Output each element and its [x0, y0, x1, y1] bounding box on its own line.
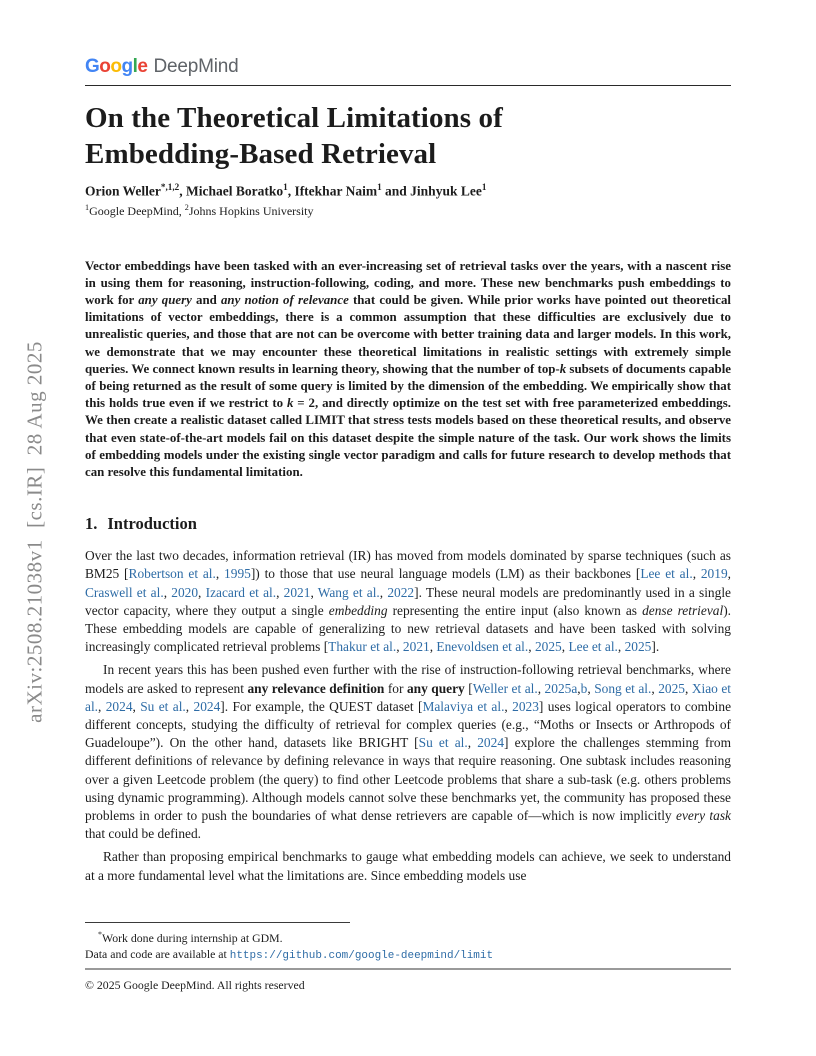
- citation-link[interactable]: 2024: [477, 735, 505, 751]
- citation-link[interactable]: Craswell et al.: [85, 584, 164, 600]
- italic-text: k: [286, 396, 294, 411]
- text-segment: ]. These neural models are predominantly used in a single vector capacity, where they output a single: [85, 584, 731, 618]
- text-segment: o: [99, 56, 111, 77]
- paper-title: [85, 100, 731, 172]
- text-segment: that could be given. While prior works have pointed out theoretical limitations of vector embeddings, there is a common assumption that these difficulties are exclusively due to unrealistic queries, and those that are not can be overcome with better training data and larger models. In this work, we demonstrate that we may encounter these theoretical limitations in realistic settings with extremely simple queries. We connect known results in learning theory, showing that the number of top-: [85, 292, 731, 376]
- text-segment: Vector embeddings have been tasked with an ever-increasing set of retrieval tasks over the years, with a nascent rise in using them for reasoning, instruction-following, coding, and more. These new benchmarks push embeddings to work for: [85, 258, 731, 307]
- italic-text: any notion of relevance: [220, 292, 349, 307]
- text-segment: ,: [467, 735, 478, 751]
- text-segment: Over the last two decades, information retrieval (IR) has moved from models dominated by sparse techniques (such as BM25 [: [85, 548, 731, 582]
- superscript: 1: [377, 182, 382, 192]
- google-logo-text: [85, 56, 147, 78]
- citation-link[interactable]: 2025: [624, 639, 652, 655]
- citation-link[interactable]: 2025: [534, 639, 562, 655]
- citation-link[interactable]: Song et al.: [594, 680, 652, 696]
- text-segment: Rather than proposing empirical benchmarks to gauge what embedding models can achieve, we seek to understand at a more fundamental level what the limitations are. Since embedding models use: [85, 849, 731, 883]
- citation-link[interactable]: Xiao et al.: [85, 680, 732, 714]
- text-segment: ,: [310, 584, 318, 600]
- citation-link[interactable]: Su et al.: [418, 735, 468, 751]
- paragraph: [85, 848, 731, 884]
- paragraph: [85, 547, 731, 656]
- bold-text: any query: [406, 680, 465, 696]
- footnote-divider: [85, 922, 350, 923]
- text-segment: ] uses logical operators to combine different concepts, studying the difficulty of retrieval for complex queries (e.g., “Moths or Insects or Arthropods of Guadeloupe”). On the other hand, datasets like BRIGHT [: [85, 698, 732, 751]
- citation-link[interactable]: 2022: [387, 584, 415, 600]
- text-segment: ,: [692, 566, 701, 582]
- superscript: 2: [184, 202, 189, 212]
- text-segment: ,: [379, 584, 388, 600]
- text-segment: ,: [215, 566, 225, 582]
- paper-content: [85, 0, 732, 992]
- text-segment: and Jinhyuk Lee: [381, 183, 482, 199]
- text-segment: ,: [185, 698, 194, 714]
- citation-link[interactable]: 2020: [171, 584, 199, 600]
- italic-text: any query: [138, 292, 192, 307]
- text-segment: ] explore the challenges stemming from different definitions of relevance by defining relevance in ways that require reasoning. One subtask includes reasoning over a given Leetcode problem (the query) to find other Leetcode problems that share a sub-task (e.g. others problems using dynamic programming). Although models cannot solve these benchmarks yet, the community has proposed these problems in order to push the boundaries of what dense retrievers are capable of—which is now implicitly: [85, 735, 732, 823]
- text-segment: Johns Hopkins University: [188, 203, 314, 218]
- text-segment: ].: [651, 639, 660, 655]
- text-segment: ,: [276, 584, 284, 600]
- author-list: [85, 182, 731, 200]
- citation-link[interactable]: Enevoldsen et al.: [436, 639, 529, 655]
- text-segment: In recent years this has been pushed even further with the rise of instruction-following retrieval benchmarks, where models are asked to represent: [85, 662, 731, 696]
- text-segment: [: [464, 680, 473, 696]
- text-segment: ,: [617, 639, 625, 655]
- text-segment: , Michael Boratko: [179, 183, 284, 199]
- footnote-code-availability: [85, 946, 731, 964]
- text-segment: ,: [504, 698, 513, 714]
- text-segment: ,: [577, 680, 581, 696]
- superscript: *,1,2: [160, 182, 180, 192]
- italic-text: every task: [676, 807, 731, 823]
- text-segment: ,: [587, 680, 595, 696]
- text-segment: for: [384, 680, 407, 696]
- bold-text: any relevance definition: [247, 680, 385, 696]
- abstract: [85, 258, 731, 482]
- text-segment: subsets of documents capable of being returned as the result of some query is limited by the dimension of the embedding. We empirically show that this holds true even if we restrict to: [85, 361, 731, 411]
- header-divider: [85, 85, 731, 86]
- text-segment: , Iftekhar Naim: [287, 183, 378, 199]
- citation-link[interactable]: 2024: [193, 698, 221, 714]
- text-segment: Work done during internship at GDM.: [102, 930, 283, 945]
- text-segment: and: [191, 292, 221, 307]
- text-segment: Orion Weller: [85, 183, 161, 199]
- text-segment: ,: [727, 566, 731, 582]
- text-segment: l: [132, 56, 138, 77]
- paper-title-line1: On the Theoretical Limitations of: [85, 102, 503, 134]
- citation-link[interactable]: Thakur et al.: [328, 639, 397, 655]
- citation-link[interactable]: Lee et al.: [568, 639, 618, 655]
- text-segment: ,: [651, 680, 659, 696]
- citation-link[interactable]: 2024: [105, 698, 133, 714]
- text-segment: ]) to those that use neural language models (LM) as their backbones [: [250, 566, 641, 582]
- superscript: *: [98, 930, 103, 939]
- citation-link[interactable]: b: [580, 680, 588, 696]
- url-link[interactable]: https://github.com/google-deepmind/limit: [229, 949, 494, 962]
- citation-link[interactable]: 2021: [283, 584, 311, 600]
- citation-link[interactable]: 2025a: [544, 680, 578, 696]
- text-segment: representing the entire input (also known as: [387, 602, 643, 618]
- citation-link[interactable]: 2021: [402, 639, 430, 655]
- superscript: 1: [481, 182, 487, 192]
- section-title: Introduction: [107, 514, 197, 534]
- copyright-notice: © 2025 Google DeepMind. All rights reserved: [85, 978, 305, 992]
- text-segment: g: [121, 56, 133, 77]
- text-segment: ,: [98, 698, 106, 714]
- text-segment: o: [110, 56, 122, 77]
- citation-link[interactable]: Izacard et al.: [205, 584, 277, 600]
- text-segment: ,: [429, 639, 437, 655]
- arxiv-identifier-stamp: arXiv:2508.21038v1 [cs.IR] 28 Aug 2025: [22, 341, 47, 723]
- citation-link[interactable]: Malaviya et al.: [422, 698, 505, 714]
- text-segment: ,: [198, 584, 206, 600]
- citation-link[interactable]: 1995: [224, 566, 251, 582]
- citation-link[interactable]: 2025: [658, 680, 685, 696]
- italic-text: k: [559, 361, 567, 376]
- superscript: 1: [85, 202, 90, 212]
- citation-link[interactable]: Wang et al.: [317, 584, 380, 600]
- footnote-block: [85, 922, 731, 964]
- section-heading-introduction: [85, 514, 731, 534]
- text-segment: ]. For example, the QUEST dataset [: [220, 698, 423, 714]
- citation-link[interactable]: Weller et al.: [472, 680, 538, 696]
- text-segment: ,: [163, 584, 172, 600]
- citation-link[interactable]: 2019: [700, 566, 728, 582]
- citation-link[interactable]: Lee et al.: [640, 566, 693, 582]
- text-segment: ,: [561, 639, 569, 655]
- superscript: 1: [283, 182, 288, 192]
- text-segment: that could be defined.: [85, 826, 202, 842]
- text-segment: G: [85, 56, 100, 77]
- footnote-internship: [85, 927, 731, 946]
- paper-title-line2: Embedding-Based Retrieval: [85, 138, 437, 170]
- text-segment: Data and code are available at: [85, 946, 230, 961]
- text-segment: ,: [685, 680, 692, 696]
- text-segment: ). These embedding models are capable of generalizing to new retrieval datasets and have been tasked with solving increasingly complicated retrieval problems [: [85, 602, 732, 655]
- paragraph: [85, 661, 731, 843]
- deepmind-logo-text: DeepMind: [153, 56, 239, 77]
- text-segment: ,: [396, 639, 403, 655]
- footer-divider: [85, 968, 731, 970]
- text-segment: = 2, and directly optimize on the test set with free parameterized embeddings. We then create a realistic dataset called LIMIT that stress tests models based on these theoretical results, and observe that even state-of-the-art models fail on this dataset despite the simple nature of the task. Our work shows the limits of embedding models under the existing single vector paradigm and calls for future research to develop methods that can resolve this fundamental limitation.: [85, 396, 731, 479]
- affiliations: [85, 203, 731, 219]
- text-segment: ,: [528, 639, 535, 655]
- text-segment: e: [137, 56, 148, 77]
- citation-link[interactable]: Su et al.: [140, 698, 186, 714]
- citation-link[interactable]: 2023: [512, 698, 539, 714]
- italic-text: embedding: [328, 602, 388, 618]
- section-number: 1.: [85, 514, 98, 534]
- page-footer: [85, 968, 731, 993]
- text-segment: ,: [537, 680, 545, 696]
- text-segment: ,: [132, 698, 141, 714]
- italic-text: dense retrieval: [642, 602, 724, 618]
- google-deepmind-logo: [85, 56, 731, 78]
- citation-link[interactable]: Robertson et al.: [128, 566, 216, 582]
- text-segment: Google DeepMind,: [89, 203, 185, 218]
